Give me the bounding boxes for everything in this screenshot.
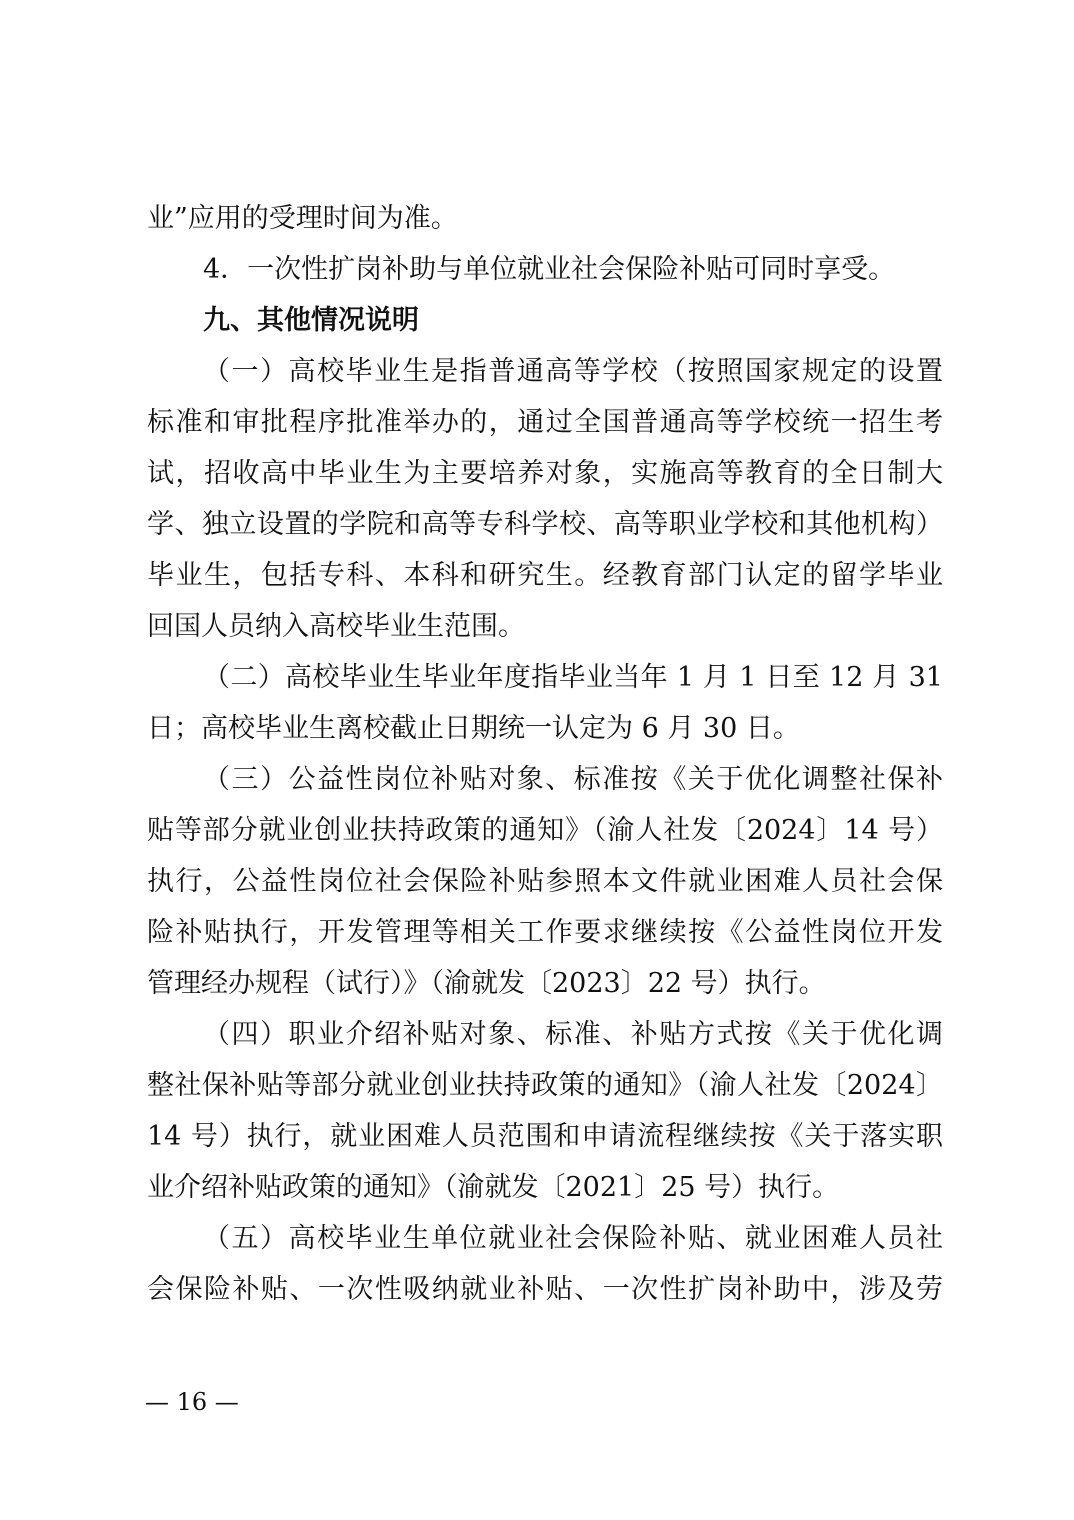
paragraph-line: 日；高校毕业生离校截止日期统一认定为 6 月 30 日。 bbox=[147, 713, 800, 744]
paragraph-line: 毕业生，包括专科、本科和研究生。经教育部门认定的留学毕业 bbox=[147, 560, 943, 591]
section-heading: 九、其他情况说明 bbox=[203, 305, 419, 336]
document-body bbox=[147, 193, 943, 1315]
paragraph-line: 学、独立设置的学院和高等专科学校、高等职业学校和其他机构） bbox=[147, 509, 943, 540]
paragraph-line: 标准和审批程序批准举办的，通过全国普通高等学校统一招生考 bbox=[147, 407, 943, 438]
paragraph-line: 险补贴执行，开发管理等相关工作要求继续按《公益性岗位开发 bbox=[147, 917, 943, 948]
paragraph-line: 业介绍补贴政策的通知》（渝就发〔2021〕25 号）执行。 bbox=[147, 1172, 840, 1203]
paragraph-line: 业”应用的受理时间为准。 bbox=[147, 203, 458, 234]
page-number: — 16 — bbox=[145, 1388, 239, 1416]
paragraph-line: 回国人员纳入高校毕业生范围。 bbox=[147, 611, 525, 642]
paragraph-line: 14 号）执行，就业困难人员范围和申请流程继续按《关于落实职 bbox=[147, 1121, 943, 1152]
paragraph-line: 贴等部分就业创业扶持政策的通知》（渝人社发〔2024〕14 号） bbox=[147, 815, 943, 846]
paragraph-line: 试，招收高中毕业生为主要培养对象，实施高等教育的全日制大 bbox=[147, 458, 943, 489]
paragraph-line: 整社保补贴等部分就业创业扶持政策的通知》（渝人社发〔2024〕 bbox=[147, 1070, 943, 1101]
paragraph-line: 4．一次性扩岗补助与单位就业社会保险补贴可同时享受。 bbox=[203, 254, 896, 285]
paragraph-line: （二）高校毕业生毕业年度指毕业当年 1 月 1 日至 12 月 31 bbox=[203, 662, 943, 693]
paragraph-line: 管理经办规程（试行）》（渝就发〔2023〕22 号）执行。 bbox=[147, 968, 826, 999]
paragraph-line: 执行，公益性岗位社会保险补贴参照本文件就业困难人员社会保 bbox=[147, 866, 943, 897]
paragraph-line: （五）高校毕业生单位就业社会保险补贴、就业困难人员社 bbox=[203, 1223, 943, 1254]
paragraph-line: （三）公益性岗位补贴对象、标准按《关于优化调整社保补 bbox=[203, 764, 943, 795]
paragraph-line: （四）职业介绍补贴对象、标准、补贴方式按《关于优化调 bbox=[203, 1019, 943, 1050]
paragraph-line: 会保险补贴、一次性吸纳就业补贴、一次性扩岗补助中，涉及劳 bbox=[147, 1274, 943, 1305]
paragraph-line: （一）高校毕业生是指普通高等学校（按照国家规定的设置 bbox=[203, 356, 943, 387]
